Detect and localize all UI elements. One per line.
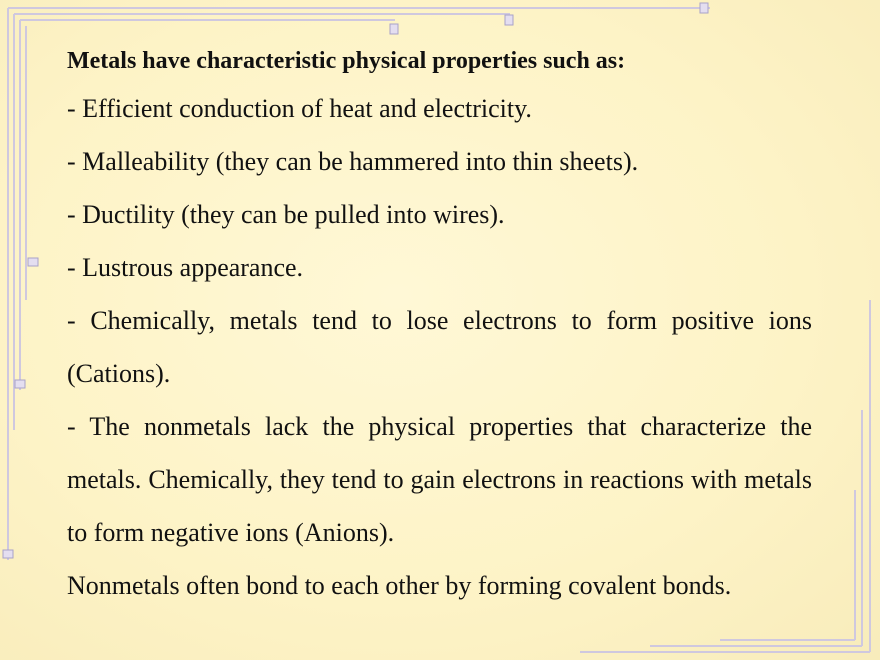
bullet-nonmetals: - The nonmetals lack the physical properties that characterize the metals. Chemically, they tend to gain electrons in reactions with metals to form negative ions (Anions). (67, 412, 812, 547)
bullet-ductility: - Ductility (they can be pulled into wires). (67, 200, 505, 229)
bullet-conduction: - Efficient conduction of heat and electricity. (67, 94, 532, 123)
slide-heading: Metals have characteristic physical properties such as: (67, 48, 626, 74)
covalent-bonds-text: Nonmetals often bond to each other by forming covalent bonds. (67, 571, 732, 600)
bullet-cations: - Chemically, metals tend to lose electrons to form positive ions (Cations). (67, 306, 812, 388)
slide-content (67, 40, 812, 612)
bullet-malleability: - Malleability (they can be hammered into thin sheets). (67, 147, 639, 176)
bullet-lustrous: - Lustrous appearance. (67, 253, 304, 282)
